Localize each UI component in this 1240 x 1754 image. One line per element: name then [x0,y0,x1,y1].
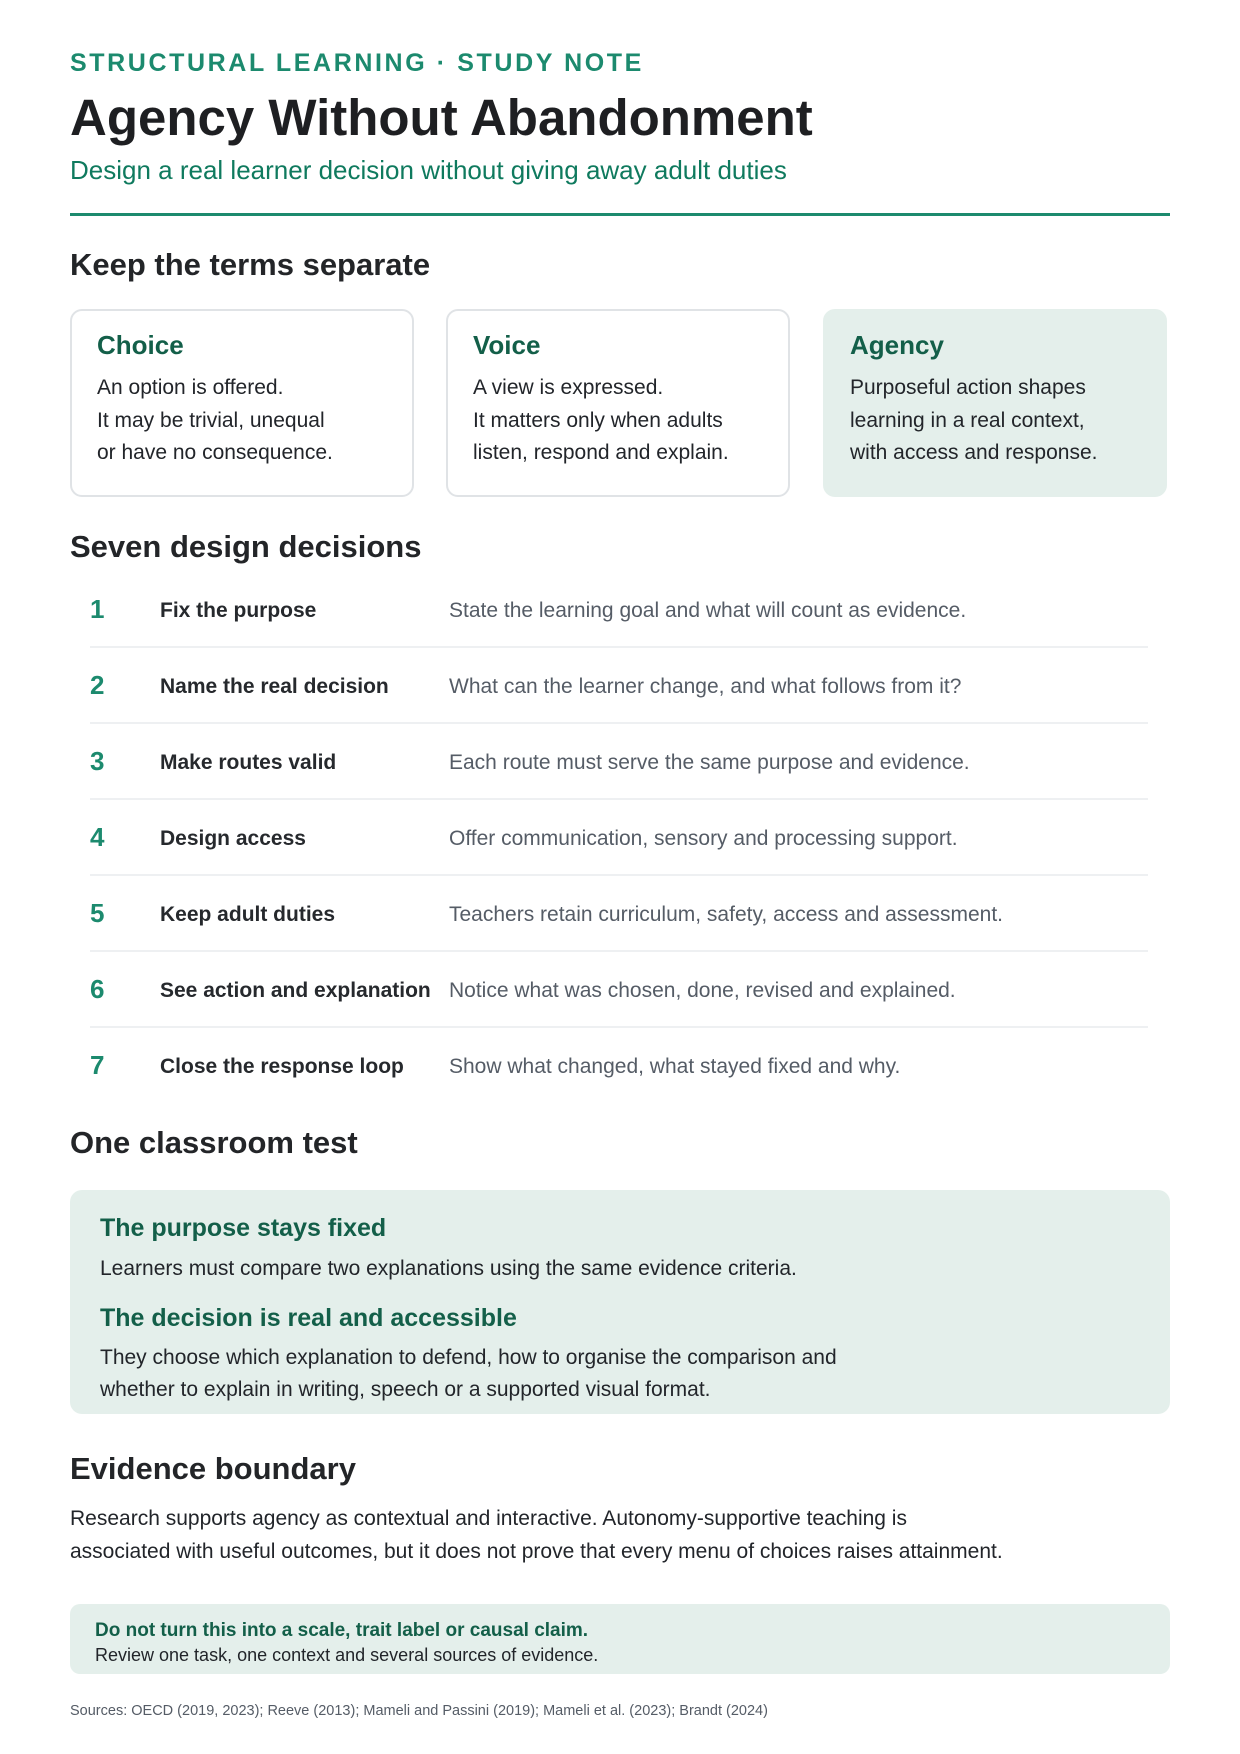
test-block-title: The purpose stays fixed [100,1214,387,1242]
decision-number: 3 [90,746,105,776]
term-card-title: Voice [473,330,541,360]
decision-description: State the learning goal and what will count as evidence. [449,599,967,622]
classroom-test-heading: One classroom test [70,1125,358,1160]
decision-row [90,876,1148,952]
decisions-heading: Seven design decisions [70,529,422,564]
decision-row [90,724,1148,800]
decision-description: Teachers retain curriculum, safety, access and assessment. [449,903,1004,926]
decision-label: Keep adult duties [160,903,336,926]
term-card-title: Agency [850,330,944,360]
decision-label: Fix the purpose [160,599,317,622]
term-card-body: A view is expressed. It matters only when adults listen, respond and explain. [473,376,729,464]
decision-row [90,800,1148,876]
decision-label: See action and explanation [160,979,431,1002]
decision-number: 4 [90,822,105,852]
decision-row [90,572,1148,648]
terms-heading: Keep the terms separate [70,247,431,282]
decision-number: 5 [90,898,105,928]
term-card-choice [70,309,414,497]
page-subtitle: Design a real learner decision without giving away adult duties [70,155,787,185]
caution-note-heading: Do not turn this into a scale, trait label or causal claim. [95,1620,589,1641]
header-divider [70,213,1170,216]
decision-row [90,952,1148,1028]
test-block-title: The decision is real and accessible [100,1303,517,1332]
decision-label: Close the response loop [160,1055,404,1078]
decision-label: Name the real decision [160,675,389,698]
classroom-test-box [70,1190,1170,1414]
caution-note [70,1604,1170,1674]
caution-note-body: Review one task, one context and several sources of evidence. [95,1645,599,1665]
decision-description: Show what changed, what stayed fixed and why. [449,1055,901,1078]
test-block-body: Learners must compare two explanations using the same evidence criteria. [100,1257,797,1280]
decision-description: Notice what was chosen, done, revised and explained. [449,979,956,1002]
decision-number: 7 [90,1050,105,1080]
test-block-body: They choose which explanation to defend, how to organise the comparison and whether to explain in writing, speech or a supported visual format. [100,1345,837,1401]
decision-number: 1 [90,594,105,624]
terms-cards [70,309,1170,497]
term-card-agency [823,309,1167,497]
term-card-body: Purposeful action shapes learning in a real context, with access and response. [850,376,1098,464]
decisions-list [90,572,1148,1104]
evidence-body: Research supports agency as contextual and interactive. Autonomy-supportive teaching is associated with useful outcomes, but it does not prove that every menu of choices raises attainment. [70,1507,1003,1563]
eyebrow-label: STRUCTURAL LEARNING · STUDY NOTE [70,49,644,77]
term-card-body: An option is offered. It may be trivial, unequal or have no consequence. [97,376,333,464]
decision-description: What can the learner change, and what follows from it? [449,675,962,698]
decision-row [90,648,1148,724]
decision-number: 6 [90,974,105,1004]
evidence-heading: Evidence boundary [70,1451,356,1486]
decision-label: Make routes valid [160,751,337,774]
decision-number: 2 [90,670,105,700]
decision-label: Design access [160,827,306,850]
sources-footnote: Sources: OECD (2019, 2023); Reeve (2013); Mameli and Passini (2019); Mameli et al. (2023); Brandt (2024) [70,1703,768,1719]
term-card-title: Choice [97,330,184,360]
decision-description: Offer communication, sensory and processing support. [449,827,958,850]
decision-row [90,1028,1148,1104]
page-title: Agency Without Abandonment [70,89,813,146]
decision-description: Each route must serve the same purpose and evidence. [449,751,970,774]
term-card-voice [446,309,790,497]
